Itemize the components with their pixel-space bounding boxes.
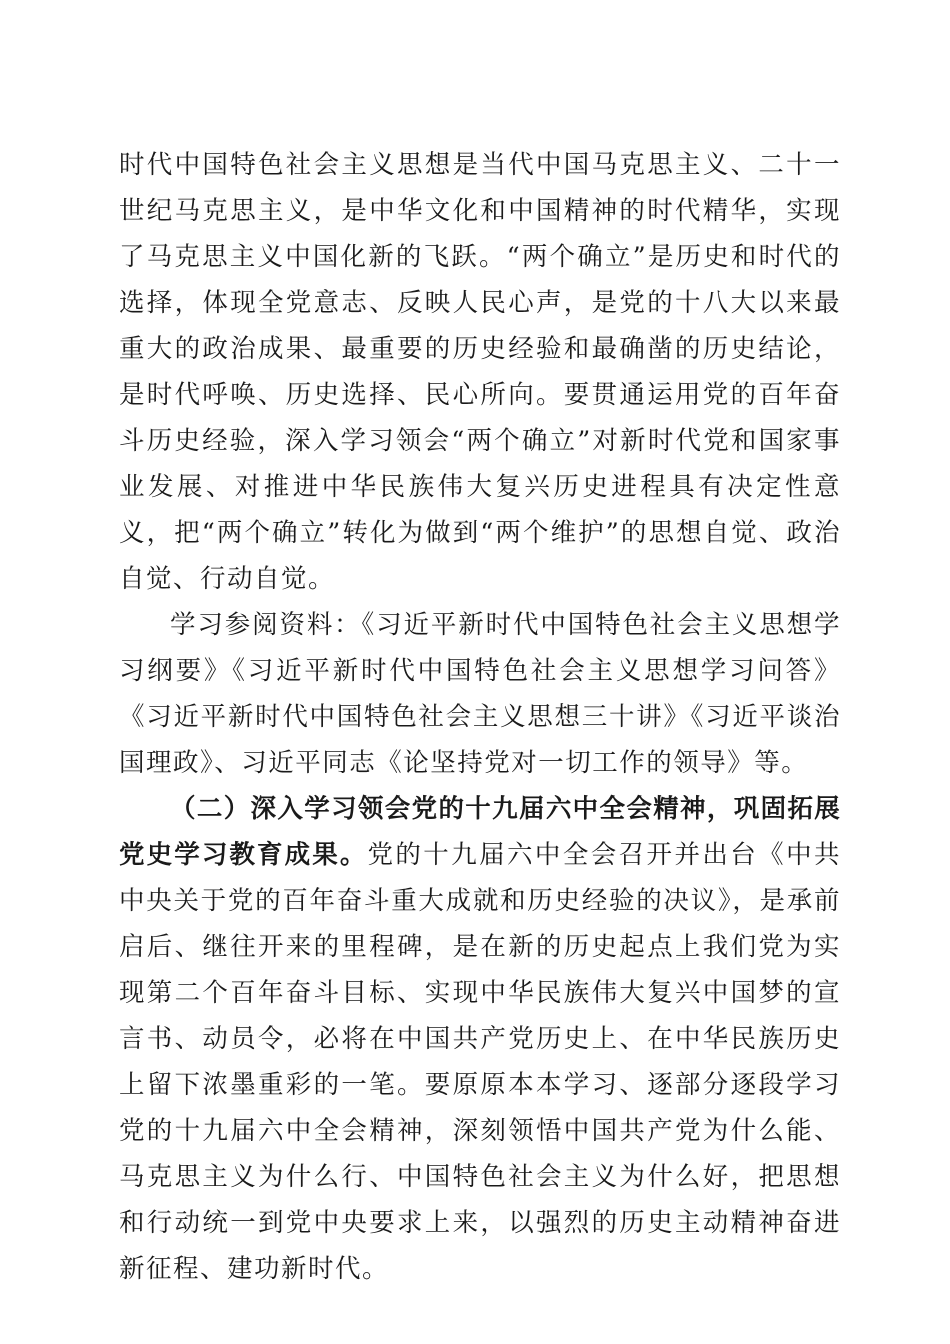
paragraph-reference-materials: 学习参阅资料：《习近平新时代中国特色社会主义思想学习纲要》《习近平新时代中国特色社会主义思想学习问答》《习近平新时代中国特色社会主义思想三十讲》《习近平谈治国理政》、习近平同志《论坚持党对一切工作的领导》等。: [119, 610, 841, 778]
section-two-body: 党的十九届六中全会召开并出台《中共中央关于党的百年奋斗重大成就和历史经验的决议》，是承前启后、继往开来的里程碑，是在新的历史起点上我们党为实现第二个百年奋斗目标、实现中华民族伟大复兴中国梦的宣言书、动员令，必将在中国共产党历史上、在中华民族历史上留下浓墨重彩的一笔。要原原本本学习、逐部分逐段学习党的十九届六中全会精神，深刻领悟中国共产党为什么能、马克思主义为什么行、中国特色社会主义为什么好，把思想和行动统一到党中央要求上来，以强烈的历史主动精神奋进新征程、建功新时代。: [119, 840, 841, 1284]
paragraph-continuation: 时代中国特色社会主义思想是当代中国马克思主义、二十一世纪马克思主义，是中华文化和中国精神的时代精华，实现了马克思主义中国化新的飞跃。“两个确立”是历史和时代的选择，体现全党意志、反映人民心声，是党的十八大以来最重大的政治成果、最重要的历史经验和最确凿的历史结论，是时代呼唤、历史选择、民心所向。要贯通运用党的百年奋斗历史经验，深入学习领会“两个确立”对新时代党和国家事业发展、对推进中华民族伟大复兴历史进程具有决定性意义，把“两个确立”转化为做到“两个维护”的思想自觉、政治自觉、行动自觉。: [119, 150, 841, 594]
paragraph-section-two: [119, 786, 841, 1292]
section-heading-two: （二）深入学习领会党的十九届六中全会精神，巩固拓展党史学习教育成果。: [119, 794, 841, 870]
document-body: [119, 142, 841, 1292]
